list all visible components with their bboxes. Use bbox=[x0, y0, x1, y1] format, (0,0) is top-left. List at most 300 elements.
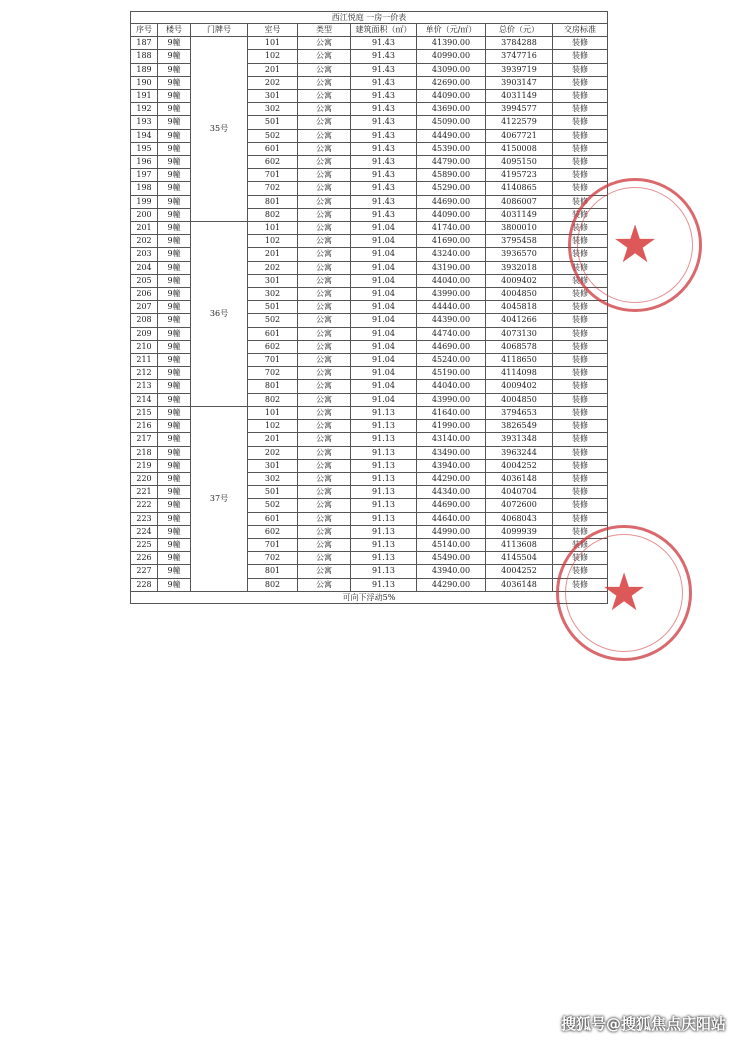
table-cell: 223 bbox=[131, 512, 158, 525]
table-cell: 91.43 bbox=[351, 169, 417, 182]
table-cell: 9幢 bbox=[158, 129, 191, 142]
header-cell: 门牌号 bbox=[191, 24, 248, 37]
table-cell: 222 bbox=[131, 499, 158, 512]
table-cell: 9幢 bbox=[158, 486, 191, 499]
table-cell: 装修 bbox=[553, 327, 608, 340]
table-cell: 41640.00 bbox=[417, 406, 486, 419]
table-cell: 装修 bbox=[553, 459, 608, 472]
table-cell: 4140865 bbox=[486, 182, 553, 195]
table-cell: 91.13 bbox=[351, 406, 417, 419]
table-cell: 公寓 bbox=[298, 538, 351, 551]
table-cell: 3963244 bbox=[486, 446, 553, 459]
table-cell: 41740.00 bbox=[417, 222, 486, 235]
table-cell: 装修 bbox=[553, 90, 608, 103]
table-cell: 91.04 bbox=[351, 261, 417, 274]
table-cell: 501 bbox=[248, 116, 298, 129]
table-cell: 201 bbox=[248, 433, 298, 446]
table-cell: 装修 bbox=[553, 340, 608, 353]
door-number-cell: 37号 bbox=[191, 406, 248, 591]
table-cell: 802 bbox=[248, 208, 298, 221]
table-cell: 218 bbox=[131, 446, 158, 459]
table-cell: 公寓 bbox=[298, 552, 351, 565]
header-cell: 序号 bbox=[131, 24, 158, 37]
table-cell: 3903147 bbox=[486, 76, 553, 89]
table-cell: 44390.00 bbox=[417, 314, 486, 327]
table-cell: 公寓 bbox=[298, 222, 351, 235]
table-cell: 91.04 bbox=[351, 274, 417, 287]
table-cell: 9幢 bbox=[158, 538, 191, 551]
table-cell: 4150008 bbox=[486, 142, 553, 155]
company-seal-top bbox=[568, 178, 702, 312]
table-cell: 601 bbox=[248, 512, 298, 525]
table-cell: 91.04 bbox=[351, 327, 417, 340]
table-cell: 101 bbox=[248, 37, 298, 50]
table-cell: 206 bbox=[131, 288, 158, 301]
table-cell: 45140.00 bbox=[417, 538, 486, 551]
table-cell: 501 bbox=[248, 301, 298, 314]
table-cell: 装修 bbox=[553, 248, 608, 261]
table-cell: 209 bbox=[131, 327, 158, 340]
table-cell: 9幢 bbox=[158, 354, 191, 367]
table-cell: 装修 bbox=[553, 380, 608, 393]
table-cell: 9幢 bbox=[158, 208, 191, 221]
table-cell: 212 bbox=[131, 367, 158, 380]
table-cell: 装修 bbox=[553, 565, 608, 578]
table-cell: 4099939 bbox=[486, 525, 553, 538]
table-cell: 3795458 bbox=[486, 235, 553, 248]
star-icon: ★ bbox=[600, 563, 648, 623]
table-cell: 91.04 bbox=[351, 222, 417, 235]
table-cell: 101 bbox=[248, 222, 298, 235]
table-cell: 公寓 bbox=[298, 37, 351, 50]
table-cell: 91.13 bbox=[351, 459, 417, 472]
table-cell: 9幢 bbox=[158, 327, 191, 340]
table-cell: 公寓 bbox=[298, 578, 351, 591]
table-cell: 4036148 bbox=[486, 472, 553, 485]
table-cell: 装修 bbox=[553, 486, 608, 499]
table-cell: 装修 bbox=[553, 499, 608, 512]
table-cell: 4009402 bbox=[486, 274, 553, 287]
table-cell: 44740.00 bbox=[417, 327, 486, 340]
table-cell: 公寓 bbox=[298, 433, 351, 446]
table-cell: 装修 bbox=[553, 288, 608, 301]
table-cell: 198 bbox=[131, 182, 158, 195]
table-cell: 装修 bbox=[553, 472, 608, 485]
table-cell: 装修 bbox=[553, 235, 608, 248]
table-cell: 装修 bbox=[553, 103, 608, 116]
table-cell: 197 bbox=[131, 169, 158, 182]
table-cell: 4040704 bbox=[486, 486, 553, 499]
table-row bbox=[131, 222, 608, 235]
table-cell: 44040.00 bbox=[417, 380, 486, 393]
table-cell: 装修 bbox=[553, 274, 608, 287]
table-cell: 4004252 bbox=[486, 565, 553, 578]
table-cell: 9幢 bbox=[158, 565, 191, 578]
table-cell: 装修 bbox=[553, 76, 608, 89]
table-cell: 217 bbox=[131, 433, 158, 446]
table-title: 西江悦庭 一房一价表 bbox=[131, 12, 608, 24]
table-cell: 190 bbox=[131, 76, 158, 89]
table-cell: 45890.00 bbox=[417, 169, 486, 182]
table-cell: 装修 bbox=[553, 301, 608, 314]
table-cell: 199 bbox=[131, 195, 158, 208]
table-cell: 公寓 bbox=[298, 420, 351, 433]
table-cell: 802 bbox=[248, 578, 298, 591]
table-cell: 装修 bbox=[553, 433, 608, 446]
table-cell: 91.43 bbox=[351, 195, 417, 208]
table-cell: 205 bbox=[131, 274, 158, 287]
table-cell: 91.43 bbox=[351, 208, 417, 221]
table-cell: 91.13 bbox=[351, 472, 417, 485]
table-cell: 602 bbox=[248, 340, 298, 353]
table-cell: 4004850 bbox=[486, 288, 553, 301]
table-cell: 公寓 bbox=[298, 446, 351, 459]
table-cell: 215 bbox=[131, 406, 158, 419]
table-cell: 42690.00 bbox=[417, 76, 486, 89]
table-cell: 43990.00 bbox=[417, 393, 486, 406]
table-cell: 44490.00 bbox=[417, 129, 486, 142]
table-cell: 装修 bbox=[553, 169, 608, 182]
table-cell: 202 bbox=[248, 261, 298, 274]
table-cell: 公寓 bbox=[298, 525, 351, 538]
table-cell: 502 bbox=[248, 499, 298, 512]
table-cell: 9幢 bbox=[158, 578, 191, 591]
table-cell: 44290.00 bbox=[417, 578, 486, 591]
table-cell: 91.04 bbox=[351, 354, 417, 367]
table-cell: 9幢 bbox=[158, 367, 191, 380]
table-cell: 公寓 bbox=[298, 248, 351, 261]
table-cell: 公寓 bbox=[298, 274, 351, 287]
table-cell: 44790.00 bbox=[417, 156, 486, 169]
table-cell: 9幢 bbox=[158, 142, 191, 155]
table-cell: 9幢 bbox=[158, 380, 191, 393]
table-cell: 214 bbox=[131, 393, 158, 406]
table-cell: 装修 bbox=[553, 393, 608, 406]
table-cell: 9幢 bbox=[158, 314, 191, 327]
table-cell: 9幢 bbox=[158, 195, 191, 208]
table-cell: 公寓 bbox=[298, 195, 351, 208]
table-cell: 公寓 bbox=[298, 129, 351, 142]
table-cell: 211 bbox=[131, 354, 158, 367]
table-cell: 3936570 bbox=[486, 248, 553, 261]
table-cell: 202 bbox=[131, 235, 158, 248]
table-cell: 91.43 bbox=[351, 182, 417, 195]
table-cell: 3784288 bbox=[486, 37, 553, 50]
table-cell: 4145504 bbox=[486, 552, 553, 565]
table-cell: 44990.00 bbox=[417, 525, 486, 538]
table-cell: 44690.00 bbox=[417, 195, 486, 208]
table-cell: 4068043 bbox=[486, 512, 553, 525]
table-cell: 220 bbox=[131, 472, 158, 485]
table-cell: 43140.00 bbox=[417, 433, 486, 446]
table-cell: 44290.00 bbox=[417, 472, 486, 485]
table-cell: 装修 bbox=[553, 129, 608, 142]
table-cell: 44040.00 bbox=[417, 274, 486, 287]
table-cell: 公寓 bbox=[298, 393, 351, 406]
header-cell: 交房标准 bbox=[553, 24, 608, 37]
table-cell: 4072600 bbox=[486, 499, 553, 512]
door-number-cell: 36号 bbox=[191, 222, 248, 407]
table-cell: 3747716 bbox=[486, 50, 553, 63]
table-cell: 216 bbox=[131, 420, 158, 433]
table-cell: 91.04 bbox=[351, 380, 417, 393]
table-cell: 91.13 bbox=[351, 420, 417, 433]
table-cell: 43940.00 bbox=[417, 459, 486, 472]
table-cell: 201 bbox=[248, 248, 298, 261]
table-cell: 601 bbox=[248, 327, 298, 340]
table-cell: 公寓 bbox=[298, 565, 351, 578]
table-cell: 9幢 bbox=[158, 76, 191, 89]
table-cell: 91.13 bbox=[351, 578, 417, 591]
table-cell: 公寓 bbox=[298, 50, 351, 63]
table-cell: 43090.00 bbox=[417, 63, 486, 76]
table-cell: 9幢 bbox=[158, 433, 191, 446]
table-cell: 4095150 bbox=[486, 156, 553, 169]
table-cell: 301 bbox=[248, 274, 298, 287]
table-cell: 装修 bbox=[553, 37, 608, 50]
table-cell: 91.43 bbox=[351, 76, 417, 89]
table-cell: 9幢 bbox=[158, 182, 191, 195]
table-cell: 9幢 bbox=[158, 420, 191, 433]
table-cell: 4004252 bbox=[486, 459, 553, 472]
table-cell: 公寓 bbox=[298, 486, 351, 499]
table-cell: 装修 bbox=[553, 261, 608, 274]
watermark: 搜狐号@搜狐焦点庆阳站 bbox=[560, 1015, 726, 1033]
table-cell: 9幢 bbox=[158, 248, 191, 261]
table-cell: 91.04 bbox=[351, 314, 417, 327]
table-cell: 4041266 bbox=[486, 314, 553, 327]
table-cell: 装修 bbox=[553, 142, 608, 155]
table-cell: 702 bbox=[248, 182, 298, 195]
table-cell: 公寓 bbox=[298, 288, 351, 301]
table-cell: 228 bbox=[131, 578, 158, 591]
table-cell: 44090.00 bbox=[417, 208, 486, 221]
price-table bbox=[130, 11, 608, 604]
table-cell: 301 bbox=[248, 90, 298, 103]
table-cell: 187 bbox=[131, 37, 158, 50]
table-cell: 302 bbox=[248, 103, 298, 116]
header-cell: 室号 bbox=[248, 24, 298, 37]
table-cell: 188 bbox=[131, 50, 158, 63]
table-cell: 9幢 bbox=[158, 90, 191, 103]
table-cell: 91.43 bbox=[351, 142, 417, 155]
table-cell: 204 bbox=[131, 261, 158, 274]
table-cell: 43940.00 bbox=[417, 565, 486, 578]
table-cell: 9幢 bbox=[158, 512, 191, 525]
table-cell: 44640.00 bbox=[417, 512, 486, 525]
table-cell: 公寓 bbox=[298, 367, 351, 380]
table-cell: 公寓 bbox=[298, 103, 351, 116]
table-cell: 装修 bbox=[553, 156, 608, 169]
table-cell: 502 bbox=[248, 129, 298, 142]
table-cell: 91.13 bbox=[351, 538, 417, 551]
table-cell: 91.04 bbox=[351, 235, 417, 248]
table-cell: 202 bbox=[248, 446, 298, 459]
table-cell: 302 bbox=[248, 472, 298, 485]
table-cell: 196 bbox=[131, 156, 158, 169]
table-cell: 45240.00 bbox=[417, 354, 486, 367]
table-cell: 91.04 bbox=[351, 393, 417, 406]
table-cell: 702 bbox=[248, 367, 298, 380]
table-cell: 91.13 bbox=[351, 446, 417, 459]
table-cell: 装修 bbox=[553, 116, 608, 129]
table-cell: 9幢 bbox=[158, 169, 191, 182]
table-cell: 装修 bbox=[553, 354, 608, 367]
table-cell: 4067721 bbox=[486, 129, 553, 142]
table-cell: 210 bbox=[131, 340, 158, 353]
table-cell: 4118650 bbox=[486, 354, 553, 367]
table-cell: 219 bbox=[131, 459, 158, 472]
table-cell: 3932018 bbox=[486, 261, 553, 274]
table-cell: 9幢 bbox=[158, 552, 191, 565]
table-cell: 91.13 bbox=[351, 552, 417, 565]
table-cell: 4036148 bbox=[486, 578, 553, 591]
table-row bbox=[131, 37, 608, 50]
table-cell: 9幢 bbox=[158, 472, 191, 485]
table-cell: 3826549 bbox=[486, 420, 553, 433]
table-cell: 224 bbox=[131, 525, 158, 538]
table-cell: 601 bbox=[248, 142, 298, 155]
table-cell: 9幢 bbox=[158, 340, 191, 353]
table-cell: 4068578 bbox=[486, 340, 553, 353]
table-cell: 701 bbox=[248, 538, 298, 551]
table-cell: 装修 bbox=[553, 222, 608, 235]
table-cell: 91.43 bbox=[351, 129, 417, 142]
table-body bbox=[131, 37, 608, 592]
table-cell: 装修 bbox=[553, 314, 608, 327]
table-cell: 公寓 bbox=[298, 76, 351, 89]
table-cell: 公寓 bbox=[298, 235, 351, 248]
header-cell: 单价（元/㎡） bbox=[417, 24, 486, 37]
table-cell: 9幢 bbox=[158, 103, 191, 116]
header-cell: 楼号 bbox=[158, 24, 191, 37]
table-cell: 802 bbox=[248, 393, 298, 406]
table-cell: 44340.00 bbox=[417, 486, 486, 499]
table-cell: 4045818 bbox=[486, 301, 553, 314]
table-cell: 102 bbox=[248, 235, 298, 248]
table-cell: 91.43 bbox=[351, 37, 417, 50]
table-cell: 227 bbox=[131, 565, 158, 578]
table-cell: 9幢 bbox=[158, 301, 191, 314]
table-cell: 4122579 bbox=[486, 116, 553, 129]
table-cell: 装修 bbox=[553, 578, 608, 591]
table-cell: 45290.00 bbox=[417, 182, 486, 195]
table-cell: 4113608 bbox=[486, 538, 553, 551]
table-cell: 9幢 bbox=[158, 406, 191, 419]
table-cell: 43240.00 bbox=[417, 248, 486, 261]
table-cell: 41690.00 bbox=[417, 235, 486, 248]
table-cell: 装修 bbox=[553, 512, 608, 525]
table-cell: 4114098 bbox=[486, 367, 553, 380]
table-cell: 45490.00 bbox=[417, 552, 486, 565]
table-cell: 213 bbox=[131, 380, 158, 393]
table-cell: 公寓 bbox=[298, 169, 351, 182]
table-cell: 装修 bbox=[553, 182, 608, 195]
table-cell: 91.04 bbox=[351, 288, 417, 301]
table-cell: 207 bbox=[131, 301, 158, 314]
table-cell: 公寓 bbox=[298, 472, 351, 485]
table-cell: 3931348 bbox=[486, 433, 553, 446]
door-number-cell: 35号 bbox=[191, 37, 248, 222]
table-cell: 801 bbox=[248, 380, 298, 393]
table-cell: 91.13 bbox=[351, 486, 417, 499]
table-cell: 45190.00 bbox=[417, 367, 486, 380]
table-cell: 91.13 bbox=[351, 499, 417, 512]
table-cell: 公寓 bbox=[298, 261, 351, 274]
table-cell: 91.04 bbox=[351, 301, 417, 314]
table-cell: 公寓 bbox=[298, 499, 351, 512]
table-cell: 40990.00 bbox=[417, 50, 486, 63]
table-cell: 501 bbox=[248, 486, 298, 499]
table-cell: 91.43 bbox=[351, 63, 417, 76]
table-cell: 装修 bbox=[553, 538, 608, 551]
table-cell: 9幢 bbox=[158, 156, 191, 169]
company-seal-bottom bbox=[556, 525, 692, 661]
table-cell: 公寓 bbox=[298, 182, 351, 195]
table-cell: 公寓 bbox=[298, 380, 351, 393]
table-cell: 44690.00 bbox=[417, 499, 486, 512]
table-cell: 3939719 bbox=[486, 63, 553, 76]
table-cell: 9幢 bbox=[158, 525, 191, 538]
table-cell: 45090.00 bbox=[417, 116, 486, 129]
table-cell: 44440.00 bbox=[417, 301, 486, 314]
table-cell: 4073130 bbox=[486, 327, 553, 340]
table-cell: 4004850 bbox=[486, 393, 553, 406]
table-cell: 9幢 bbox=[158, 274, 191, 287]
table-cell: 3994577 bbox=[486, 103, 553, 116]
table-cell: 91.43 bbox=[351, 90, 417, 103]
table-cell: 91.13 bbox=[351, 512, 417, 525]
header-row bbox=[131, 24, 608, 37]
table-cell: 装修 bbox=[553, 420, 608, 433]
header-cell: 建筑面积（㎡） bbox=[351, 24, 417, 37]
table-cell: 226 bbox=[131, 552, 158, 565]
table-cell: 公寓 bbox=[298, 156, 351, 169]
table-cell: 225 bbox=[131, 538, 158, 551]
table-cell: 3794653 bbox=[486, 406, 553, 419]
table-cell: 701 bbox=[248, 354, 298, 367]
table-cell: 装修 bbox=[553, 367, 608, 380]
table-cell: 公寓 bbox=[298, 327, 351, 340]
table-cell: 公寓 bbox=[298, 63, 351, 76]
table-cell: 193 bbox=[131, 116, 158, 129]
table-cell: 44090.00 bbox=[417, 90, 486, 103]
table-cell: 91.04 bbox=[351, 340, 417, 353]
table-cell: 91.13 bbox=[351, 433, 417, 446]
table-cell: 502 bbox=[248, 314, 298, 327]
table-cell: 装修 bbox=[553, 406, 608, 419]
header-cell: 总价（元） bbox=[486, 24, 553, 37]
table-cell: 公寓 bbox=[298, 116, 351, 129]
table-cell: 9幢 bbox=[158, 50, 191, 63]
table-cell: 44690.00 bbox=[417, 340, 486, 353]
table-cell: 公寓 bbox=[298, 340, 351, 353]
star-icon: ★ bbox=[611, 215, 659, 275]
table-cell: 91.43 bbox=[351, 156, 417, 169]
table-cell: 43690.00 bbox=[417, 103, 486, 116]
table-cell: 191 bbox=[131, 90, 158, 103]
table-cell: 801 bbox=[248, 195, 298, 208]
table-cell: 221 bbox=[131, 486, 158, 499]
table-cell: 公寓 bbox=[298, 314, 351, 327]
table-cell: 公寓 bbox=[298, 354, 351, 367]
table-cell: 202 bbox=[248, 76, 298, 89]
table-cell: 195 bbox=[131, 142, 158, 155]
table-cell: 41390.00 bbox=[417, 37, 486, 50]
table-cell: 4195723 bbox=[486, 169, 553, 182]
table-cell: 91.04 bbox=[351, 367, 417, 380]
table-cell: 装修 bbox=[553, 50, 608, 63]
